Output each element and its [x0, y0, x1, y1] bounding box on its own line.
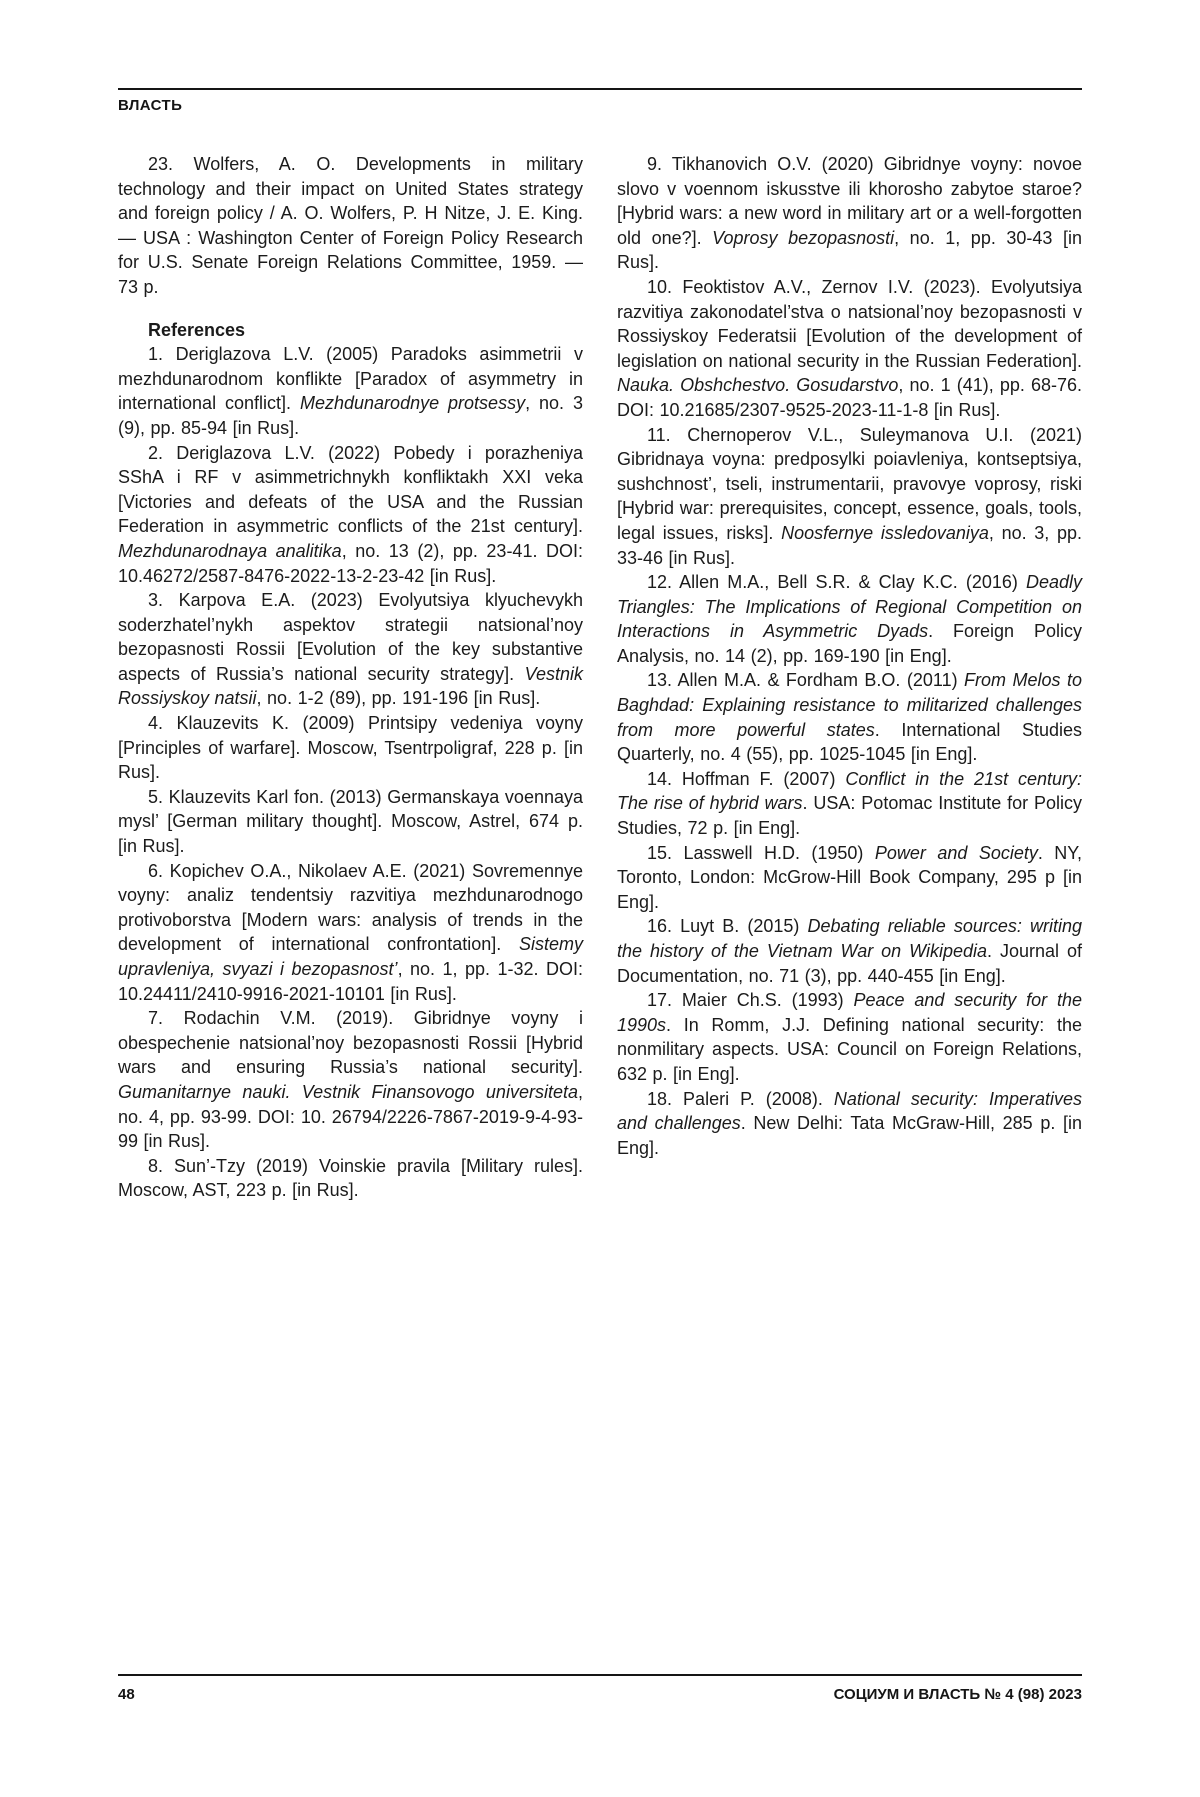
text-segment: 3. Karpova E.A. (2023) Evolyutsiya klyuchevykh soderzhatel’nykh aspektov strategii natsional’noy bezopasnosti Rossii [Evolution of the key substantive aspects of Russia’s national security strategy].: [118, 590, 583, 684]
text-segment: 2. Deriglazova L.V. (2022) Pobedy i porazheniya SShA i RF v asimmetrichnykh konfliktakh XXI veka [Victories and defeats of the USA and the Russian Federation in asymmetric conflicts of the 21st century].: [118, 442, 583, 537]
text-segment: , no. 1, pp. 30-43 [in Rus].: [617, 227, 1082, 273]
text-segment: . New Delhi: Tata McGraw-Hill, 285 p. [in Eng].: [617, 1113, 1082, 1158]
text-segment: , no. 1, pp. 1-32. DOI: 10.24411/2410-9916-2021-10101 [in Rus].: [118, 959, 583, 1004]
reference-item: [118, 785, 583, 859]
text-segment: 23. Wolfers, A. O. Developments in military technology and their impact on United States strategy and foreign policy / A. O. Wolfers, P. H Nitze, J. E. King. — USA : Washington Center of Foreign Policy Research for U.S. Senate Foreign Relations Committee, 1959. — 73 p.: [118, 154, 583, 297]
journal-footer: СОЦИУМ И ВЛАСТЬ № 4 (98) 2023: [833, 1686, 1082, 1703]
text-segment: 17. Maier Ch.S. (1993): [647, 990, 854, 1011]
italic-text-segment: Conflict in the 21st century: The rise of hybrid wars: [617, 768, 1082, 814]
text-segment: 9. Tikhanovich O.V. (2020) Gibridnye voyny: novoe slovo v voennom iskusstve ili khorosho zabytoe staroe? [Hybrid wars: a new word in military art or a well-forgotten old one?].: [617, 154, 1082, 248]
reference-item: [617, 668, 1082, 766]
references-content: [118, 152, 1082, 1203]
text-segment: 18. Paleri P. (2008).: [647, 1088, 834, 1109]
text-segment: . International Studies Quarterly, no. 4 (55), pp. 1025-1045 [in Eng].: [617, 719, 1082, 765]
text-segment: , no. 4, pp. 93-99. DOI: 10. 26794/2226-7867-2019-9-4-93-99 [in Rus].: [118, 1081, 583, 1152]
header-rule: [118, 88, 1082, 90]
page-number: 48: [118, 1686, 135, 1703]
text-segment: 8. Sun’-Tzy (2019) Voinskie pravila [Military rules]. Moscow, AST, 223 p. [in Rus].: [118, 1155, 583, 1201]
italic-text-segment: Gumanitarnye nauki. Vestnik Finansovogo universiteta: [118, 1081, 578, 1102]
italic-text-segment: Sistemy upravleniya, svyazi i bezopasnost’: [118, 934, 583, 979]
text-segment: , no. 3, pp. 33-46 [in Rus].: [617, 522, 1082, 568]
reference-item: [617, 841, 1082, 915]
text-segment: . Foreign Policy Analysis, no. 14 (2), pp. 169-190 [in Eng].: [617, 621, 1082, 666]
italic-text-segment: Power and Society: [874, 842, 1038, 863]
reference-item: [118, 152, 583, 300]
text-segment: 6. Kopichev O.A., Nikolaev A.E. (2021) Sovremennye voyny: analiz tendentsiy razvitiya mezhdunarodnogo protivoborstva [Modern wars: analysis of trends in the development of international confrontation].: [118, 860, 583, 955]
text-segment: 13. Allen M.A. & Fordham B.O. (2011): [647, 670, 965, 691]
reference-item: [118, 1006, 583, 1154]
reference-item: [617, 914, 1082, 988]
text-segment: References: [148, 319, 246, 340]
reference-item: [617, 152, 1082, 275]
text-segment: 10. Feoktistov A.V., Zernov I.V. (2023). Evolyutsiya razvitiya zakonodatel’stva o natsional’noy bezopasnosti v Rossiyskoy Federatsii [Evolution of the development of legislation on national security in the Russian Federation].: [617, 276, 1082, 371]
reference-item: [617, 1087, 1082, 1161]
text-segment: 4. Klauzevits K. (2009) Printsipy vedeniya voyny [Principles of warfare]. Moscow, Tsentrpoligraf, 228 p. [in Rus].: [118, 713, 583, 783]
italic-text-segment: Debating reliable sources: writing the history of the Vietnam War on Wikipedia: [617, 916, 1082, 961]
text-segment: 16. Luyt B. (2015): [647, 916, 808, 937]
italic-text-segment: Noosfernye issledovaniya: [781, 522, 989, 543]
reference-item: [118, 1154, 583, 1203]
italic-text-segment: Mezhdunarodnye protsessy: [300, 393, 526, 414]
reference-item: [118, 859, 583, 1007]
text-segment: 5. Klauzevits Karl fon. (2013) Germanskaya voennaya mysl’ [German military thought]. Moscow, Astrel, 674 p. [in Rus].: [118, 786, 583, 857]
text-segment: 15. Lasswell H.D. (1950): [647, 842, 875, 863]
reference-item: [617, 767, 1082, 841]
right-column: [617, 152, 1082, 1203]
reference-item: [617, 988, 1082, 1086]
text-segment: . NY, Toronto, London: McGrow-Hill Book Company, 295 p [in Eng].: [617, 842, 1082, 912]
italic-text-segment: Vestnik Rossiyskoy natsii: [118, 663, 583, 709]
reference-item: [617, 570, 1082, 668]
references-heading: [118, 318, 583, 343]
text-segment: 1. Deriglazova L.V. (2005) Paradoks asimmetrii v mezhdunarodnom konflikte [Paradox of asymmetry in international conflict].: [118, 344, 583, 414]
left-column: [118, 152, 583, 1203]
text-segment: , no. 13 (2), pp. 23-41. DOI: 10.46272/2587-8476-2022-13-2-23-42 [in Rus].: [118, 540, 583, 586]
italic-text-segment: Peace and security for the 1990s: [617, 990, 1082, 1035]
italic-text-segment: Nauka. Obshchestvo. Gosudarstvo: [617, 375, 899, 396]
reference-item: [118, 711, 583, 785]
text-segment: , no. 1-2 (89), pp. 191-196 [in Rus].: [256, 688, 541, 709]
italic-text-segment: National security: Imperatives and challenges: [617, 1088, 1082, 1134]
reference-item: [118, 588, 583, 711]
text-segment: 14. Hoffman F. (2007): [647, 768, 846, 789]
italic-text-segment: Mezhdunarodnaya analitika: [118, 540, 342, 561]
text-segment: , no. 3 (9), pp. 85-94 [in Rus].: [118, 393, 584, 438]
footer-rule: [118, 1674, 1082, 1676]
text-segment: . In Romm, J.J. Defining national security: the nonmilitary aspects. USA: Council on Foreign Relations, 632 p. [in Eng].: [617, 1014, 1082, 1084]
text-segment: , no. 1 (41), pp. 68-76. DOI: 10.21685/2307-9525-2023-11-1-8 [in Rus].: [617, 375, 1082, 420]
running-header: ВЛАСТЬ: [118, 97, 183, 114]
text-segment: . Journal of Documentation, no. 71 (3), pp. 440-455 [in Eng].: [617, 941, 1082, 986]
text-segment: 12. Allen M.A., Bell S.R. & Clay K.C. (2016): [647, 572, 1026, 593]
italic-text-segment: Voprosy bezopasnosti: [712, 227, 895, 248]
reference-item: [617, 423, 1082, 571]
reference-item: [617, 275, 1082, 423]
text-segment: 11. Chernoperov V.L., Suleymanova U.I. (2021) Gibridnaya voyna: predposylki poiavleniya, kontseptsiya, sushchnost’, tseli, instrumentarii, pravovye voprosy, riski [Hybrid war: prerequisites, concept, essence, goals, tools, legal issues, risks].: [617, 424, 1082, 543]
text-segment: . USA: Potomac Institute for Policy Studies, 72 p. [in Eng].: [617, 793, 1082, 839]
italic-text-segment: Deadly Triangles: The Implications of Regional Competition on Interactions in Asymmetric Dyads: [617, 572, 1082, 642]
reference-item: [118, 342, 583, 440]
italic-text-segment: From Melos to Baghdad: Explaining resistance to militarized challenges from more powerful states: [617, 670, 1082, 740]
text-segment: 7. Rodachin V.M. (2019). Gibridnye voyny i obespechenie natsional’noy bezopasnosti Rossii [Hybrid wars and ensuring Russia’s national security].: [118, 1008, 583, 1078]
reference-item: [118, 441, 583, 589]
